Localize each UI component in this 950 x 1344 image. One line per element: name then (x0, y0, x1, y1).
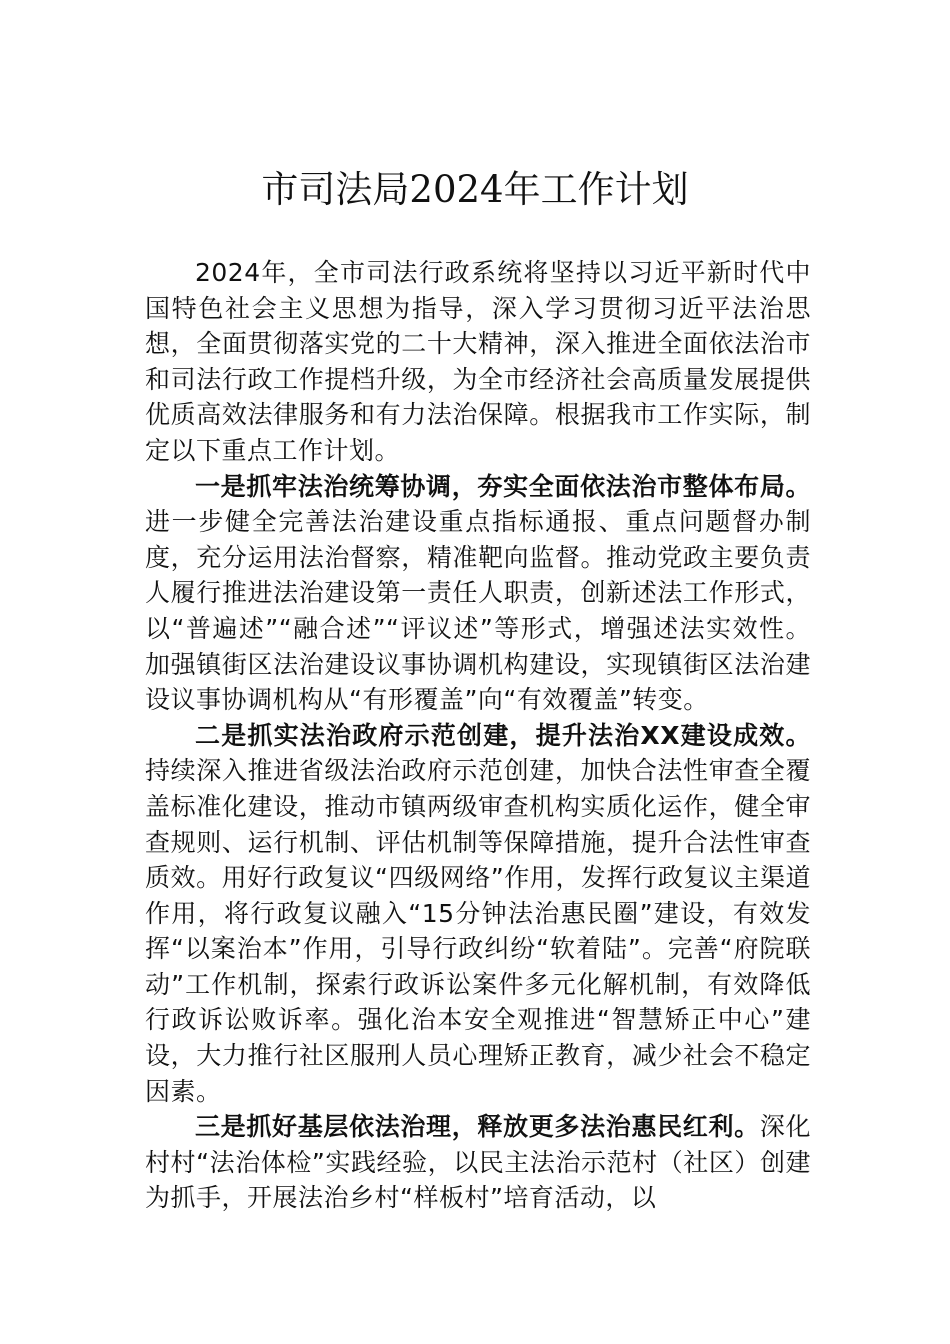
section-paragraph-3 (145, 1109, 811, 1216)
intro-paragraph: 2024年，全市司法行政系统将坚持以习近平新时代中国特色社会主义思想为指导，深入学习贯彻习近平法治思想，全面贯彻落实党的二十大精神，深入推进全面依法治市和司法行政工作提档升级，为全市经济社会高质量发展提供优质高效法律服务和有力法治保障。根据我市工作实际，制定以下重点工作计划。 (145, 258, 811, 465)
section-heading-2: 二是抓实法治政府示范创建，提升法治XX建设成效。 (195, 720, 811, 750)
section-text-1: 进一步健全完善法治建设重点指标通报、重点问题督办制度，充分运用法治督察，精准靶向监督。推动党政主要负责人履行推进法治建设第一责任人职责，创新述法工作形式，以“普遍述”“融合述”“评议述”等形式，增强述法实效性。加强镇街区法治建设议事协调机构建设，实现镇街区法治建设议事协调机构从“有形覆盖”向“有效覆盖”转变。 (145, 507, 811, 715)
page-title: 市司法局2024年工作计划 (261, 168, 689, 211)
section-paragraph-2 (145, 718, 811, 1110)
section-paragraph-1 (145, 469, 811, 718)
section-text-2: 持续深入推进省级法治政府示范创建，加快合法性审查全覆盖标准化建设，推动市镇两级审查机构实质化运作，健全审查规则、运行机制、评估机制等保障措施，提升合法性审查质效。用好行政复议“四级网络”作用，发挥行政复议主渠道作用，将行政复议融入“15分钟法治惠民圈”建设，有效发挥“以案治本”作用，引导行政纠纷“软着陆”。完善“府院联动”工作机制，探索行政诉讼案件多元化解机制，有效降低行政诉讼败诉率。强化治本安全观推进“智慧矫正中心”建设，大力推行社区服刑人员心理矫正教育，减少社会不稳定因素。 (145, 756, 811, 1106)
section-heading-3: 三是抓好基层依法治理，释放更多法治惠民红利。 (195, 1112, 760, 1142)
section-heading-1: 一是抓牢法治统筹协调，夯实全面依法治市整体布局。 (195, 471, 811, 501)
document-body (145, 255, 811, 1216)
section-text-3: 深化村村“法治体检”实践经验，以民主法治示范村（社区）创建为抓手，开展法治乡村“样板村”培育活动，以 (145, 1112, 811, 1213)
